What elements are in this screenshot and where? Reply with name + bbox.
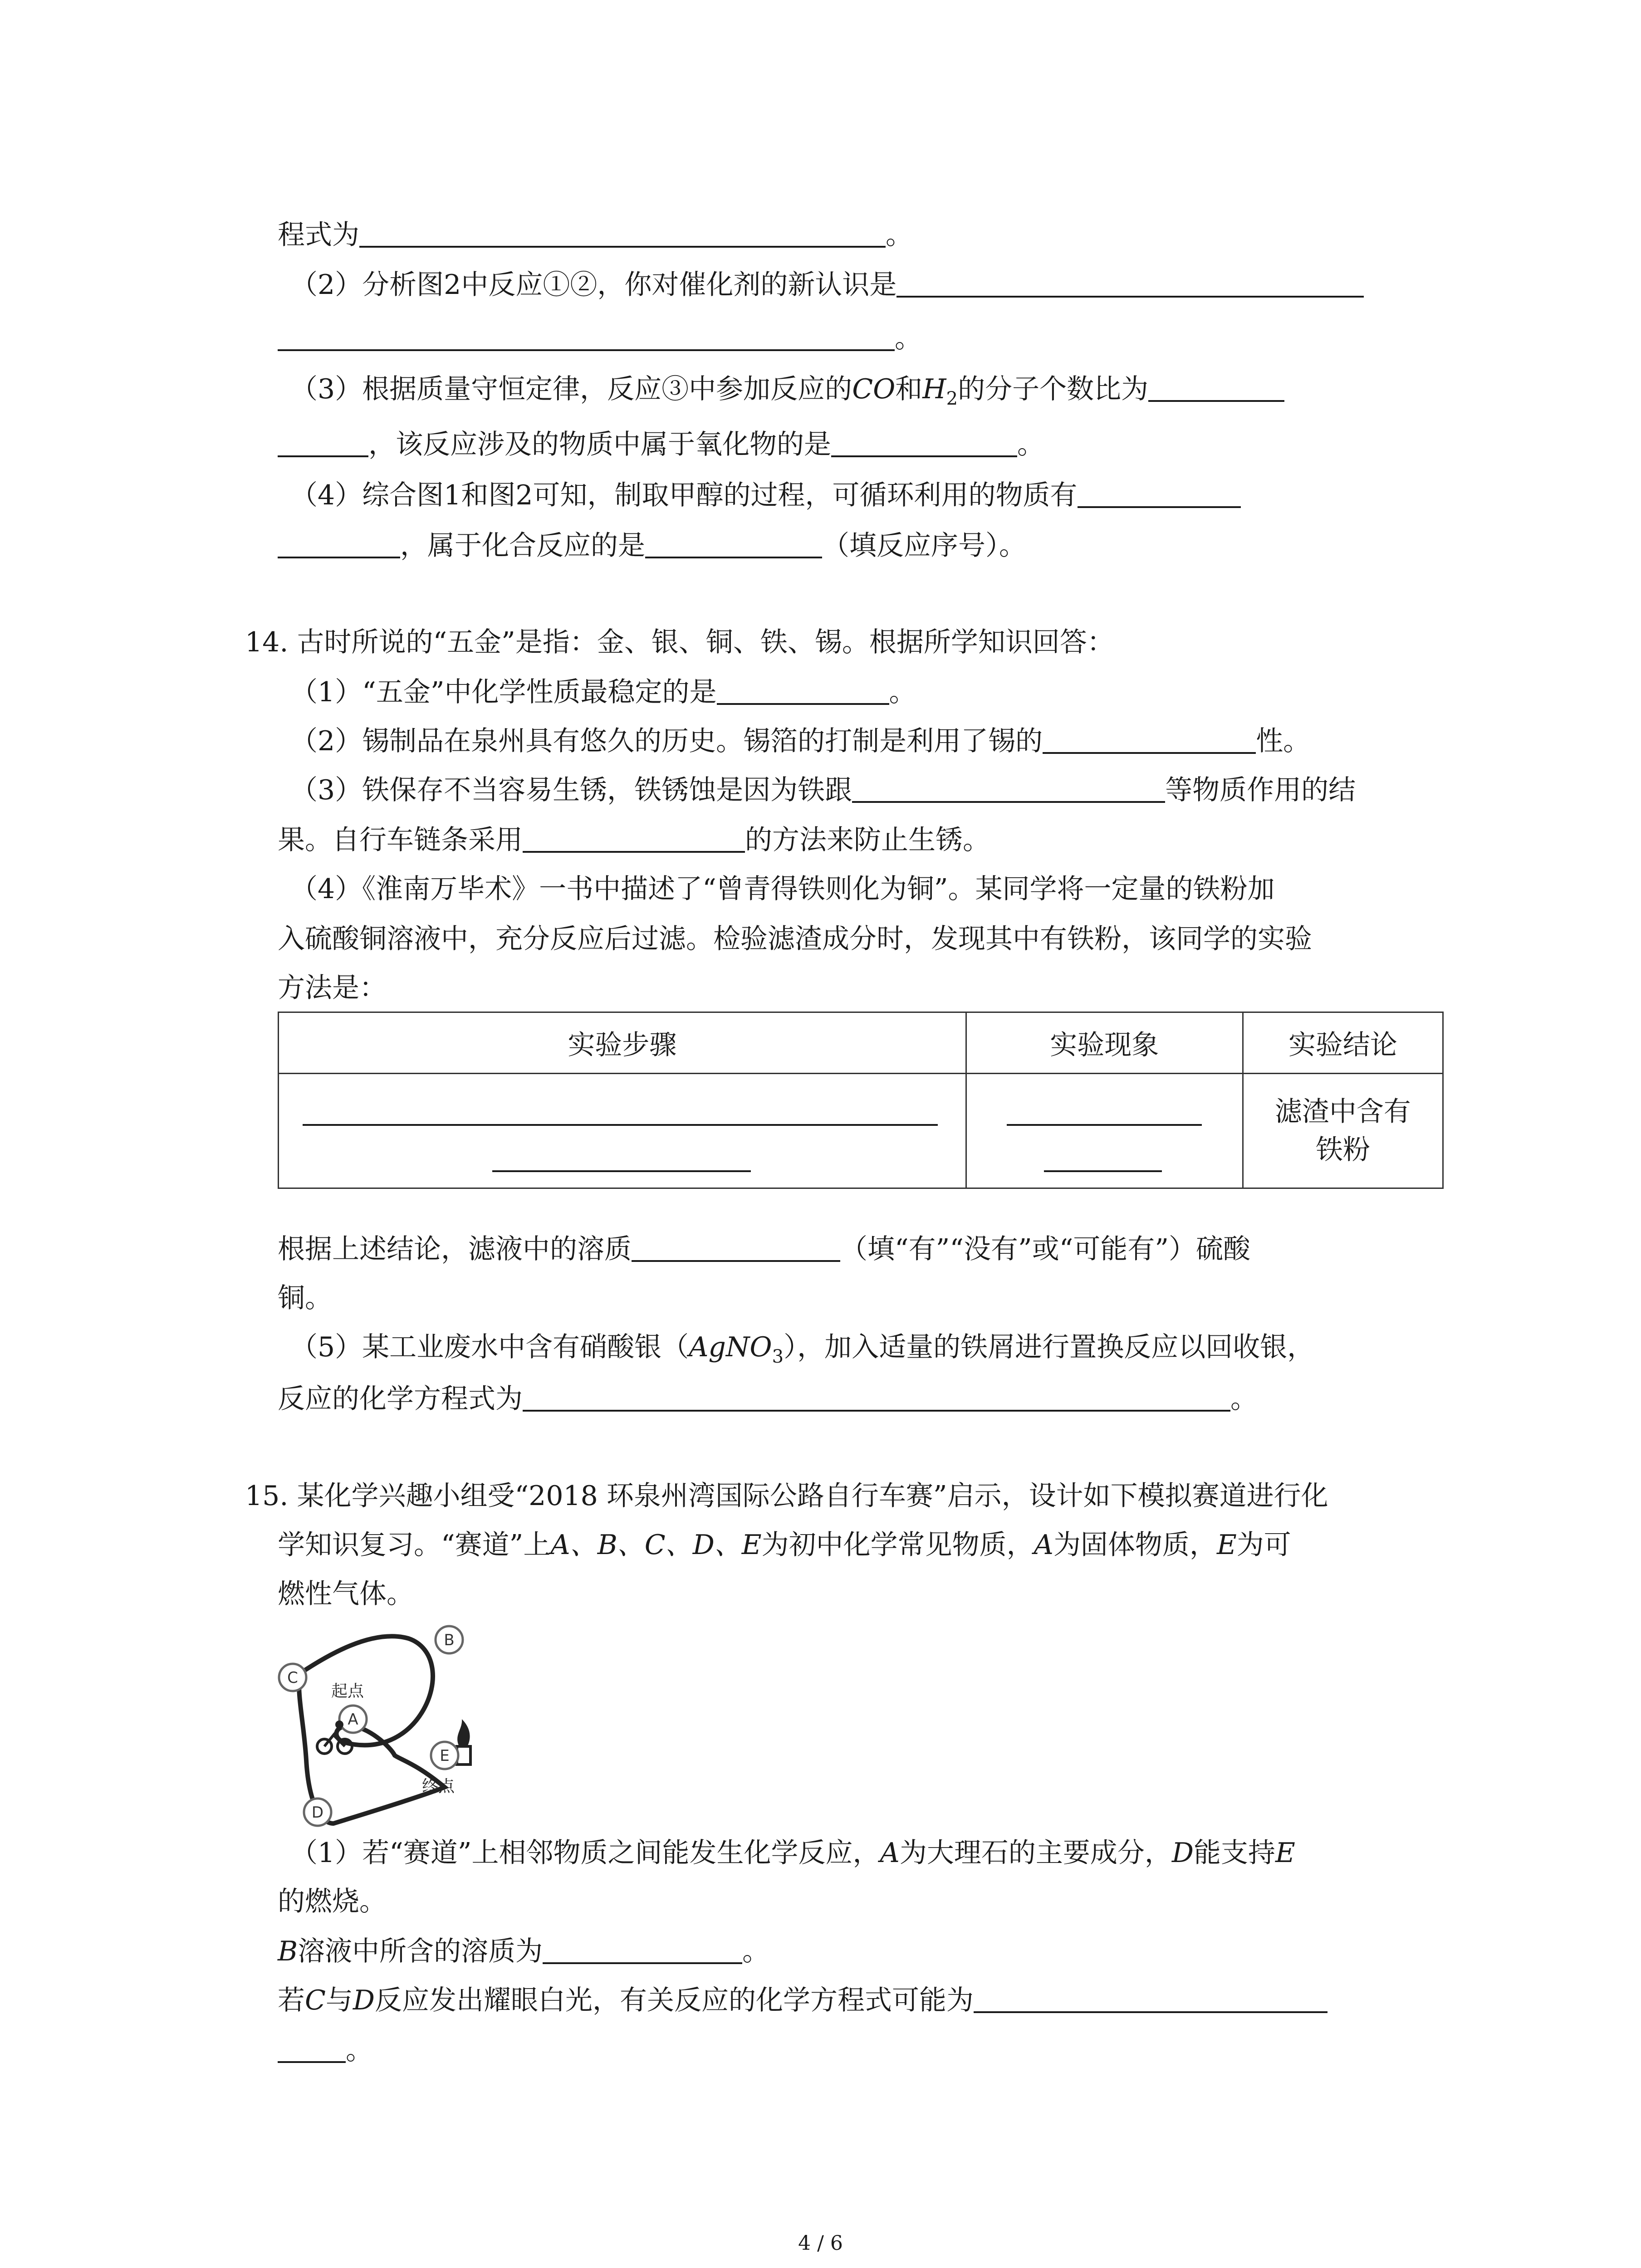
letter-d: D: [353, 1984, 375, 2016]
formula-co: CO: [852, 373, 896, 405]
answer-blank[interactable]: [831, 427, 1017, 457]
text: （1）“五金”中化学性质最稳定的是: [290, 676, 717, 708]
q13-line-4: [290, 371, 1284, 417]
answer-blank[interactable]: [1044, 1170, 1162, 1172]
answer-blank[interactable]: [1078, 478, 1241, 508]
question-text: 14. 古时所说的“五金”是指：金、银、铜、铁、锡。根据所学知识回答：: [245, 626, 1114, 658]
table-header-conclusion: 实验结论: [1243, 1012, 1443, 1074]
page-number: 4 / 6: [798, 2232, 843, 2255]
text: 铜。: [278, 1282, 332, 1314]
answer-blank[interactable]: [278, 2033, 346, 2063]
node-e-label: E: [440, 1747, 450, 1765]
q13-line-7: [278, 528, 1026, 564]
q15-line-5: [278, 1883, 387, 1920]
text: 溶液中所含的溶质为: [298, 1936, 543, 1967]
q14-line-1: [245, 624, 1114, 660]
text: 学知识复习。“赛道”上: [278, 1529, 551, 1561]
answer-blank[interactable]: [492, 1170, 751, 1172]
conclusion-line-1: 滤渣中含有: [1274, 1096, 1411, 1128]
text: （填“有”“没有”或“可能有”）硫酸: [840, 1233, 1251, 1265]
q14-line-5: [278, 822, 990, 858]
text: 。: [346, 2034, 373, 2066]
answer-blank[interactable]: [974, 1983, 1327, 2013]
letter-a: A: [880, 1837, 900, 1869]
text: 和: [895, 373, 923, 405]
table-cell-steps: [279, 1074, 966, 1188]
text: 燃性气体。: [278, 1578, 414, 1610]
text: 反应发出耀眼白光，有关反应的化学方程式可能为: [375, 1984, 974, 2016]
q15-line-3: [278, 1576, 414, 1612]
text: 。: [1230, 1383, 1258, 1415]
q15-line-6: [278, 1933, 769, 1970]
q15-line-1: [245, 1478, 1328, 1514]
answer-blank[interactable]: [1148, 372, 1284, 402]
q13-line-1: [278, 217, 913, 253]
answer-blank[interactable]: [896, 268, 1364, 298]
q14-line-9: [278, 1231, 1250, 1267]
text: 为初中化学常见物质，: [761, 1529, 1034, 1561]
subscript: 2: [946, 388, 958, 409]
start-label: 起点: [331, 1682, 364, 1701]
answer-blank[interactable]: [278, 321, 895, 351]
node-b-label: B: [444, 1631, 455, 1649]
answer-blank[interactable]: [717, 675, 889, 705]
text: 为大理石的主要成分，: [899, 1837, 1172, 1869]
conclusion-line-2: 铁粉: [1315, 1134, 1370, 1166]
text: ，该反应涉及的物质中属于氧化物的是: [368, 429, 831, 460]
answer-blank[interactable]: [543, 1934, 742, 1964]
answer-blank[interactable]: [523, 823, 745, 853]
letter-e: E: [1275, 1837, 1295, 1869]
text: 方法是：: [278, 972, 387, 1004]
q14-line-7: [278, 921, 1312, 957]
formula-h2: H: [922, 373, 946, 405]
table-row: [279, 1074, 1443, 1188]
race-track-figure: [272, 1610, 499, 1828]
text: 。: [742, 1936, 770, 1967]
q14-line-11: [290, 1329, 1314, 1375]
node-d-label: D: [311, 1804, 324, 1822]
text: 反应的化学方程式为: [278, 1383, 523, 1415]
q13-line-3: [278, 320, 922, 357]
experiment-table: [278, 1012, 1444, 1189]
table-header-row: [279, 1012, 1443, 1074]
text: （4）《淮南万毕术》一书中描述了“曾青得铁则化为铜”。某同学将一定量的铁粉加: [290, 873, 1275, 905]
text: （2）锡制品在泉州具有悠久的历史。锡箔的打制是利用了锡的: [290, 725, 1043, 757]
table-header-phenomena: 实验现象: [966, 1012, 1243, 1074]
table-header-steps: 实验步骤: [279, 1012, 966, 1074]
text: 为固体物质，: [1053, 1529, 1217, 1561]
text: 入硫酸铜溶液中，充分反应后过滤。检验滤渣成分时，发现其中有铁粉，该同学的实验: [278, 923, 1312, 955]
end-label: 终点: [422, 1777, 455, 1796]
text: 。: [895, 323, 922, 354]
answer-blank[interactable]: [523, 1382, 1230, 1412]
text: 等物质作用的结: [1165, 774, 1356, 806]
q14-line-10: [278, 1280, 332, 1316]
text: 。: [1017, 429, 1044, 460]
text: 能支持: [1193, 1837, 1275, 1869]
text: 。: [886, 219, 913, 251]
table-cell-phenomena: [966, 1074, 1243, 1188]
text: （1）若“赛道”上相邻物质之间能发生化学反应，: [290, 1837, 880, 1869]
text: 果。自行车链条采用: [278, 824, 523, 856]
text: 性。: [1256, 725, 1311, 757]
letter-e: E: [1216, 1529, 1237, 1561]
text: 为可: [1236, 1529, 1291, 1561]
q15-line-2: [278, 1527, 1291, 1563]
q13-line-6: [290, 477, 1241, 513]
text: 根据上述结论，滤液中的溶质: [278, 1233, 632, 1265]
table-cell-conclusion: [1243, 1074, 1443, 1188]
answer-blank[interactable]: [359, 218, 886, 248]
q14-line-12: [278, 1381, 1258, 1417]
node-c-label: C: [287, 1669, 298, 1687]
text: （填反应序号）。: [822, 530, 1026, 562]
text: 若: [278, 1984, 305, 2016]
text: （2）分析图2中反应①②，你对催化剂的新认识是: [290, 269, 897, 301]
q15-line-8: [278, 2032, 373, 2068]
node-a-label: A: [348, 1711, 358, 1729]
text: ，属于化合反应的是: [400, 530, 645, 562]
text: 程式为: [278, 219, 359, 251]
answer-blank[interactable]: [632, 1232, 840, 1262]
q13-line-2: [290, 267, 1364, 303]
answer-blank[interactable]: [278, 427, 368, 457]
letter-c: C: [305, 1984, 326, 2016]
answer-blank[interactable]: [645, 528, 822, 558]
text: 的燃烧。: [278, 1886, 387, 1917]
q15-line-4: [290, 1835, 1295, 1871]
answer-blank[interactable]: [278, 528, 400, 558]
q14-line-6: [290, 871, 1275, 907]
text: （4）综合图1和图2可知，制取甲醇的过程，可循环利用的物质有: [290, 479, 1078, 511]
letter-d: D: [1171, 1837, 1194, 1869]
text: 的方法来防止生锈。: [745, 824, 990, 856]
answer-blank[interactable]: [852, 773, 1165, 803]
text: （3）根据质量守恒定律，反应③中参加反应的: [290, 373, 852, 405]
subscript: 3: [772, 1346, 784, 1367]
q14-line-4: [290, 772, 1356, 808]
letter-b: B: [278, 1936, 298, 1967]
letter-a: A: [1034, 1529, 1053, 1561]
text: 的分子个数比为: [958, 373, 1149, 405]
q14-line-8: [278, 970, 387, 1006]
letters: A、B、C、D、E: [550, 1529, 762, 1561]
formula-agno3: AgNO: [689, 1331, 772, 1363]
answer-blank[interactable]: [1043, 724, 1256, 754]
text: （3）铁保存不当容易生锈，铁锈蚀是因为铁跟: [290, 774, 852, 806]
answer-blank[interactable]: [303, 1124, 938, 1126]
answer-blank[interactable]: [1007, 1124, 1202, 1126]
q15-line-7: [278, 1982, 1327, 2019]
text: ），加入适量的铁屑进行置换反应以回收银，: [784, 1331, 1315, 1363]
text: 。: [889, 676, 916, 708]
text: 与: [325, 1984, 353, 2016]
question-text: 15. 某化学兴趣小组受“2018 环泉州湾国际公路自行车赛”启示，设计如下模拟赛道进行化: [245, 1480, 1328, 1512]
q14-line-3: [290, 723, 1310, 759]
text: （5）某工业废水中含有硝酸银（: [290, 1331, 689, 1363]
q14-line-2: [290, 674, 916, 710]
q13-line-5: [278, 426, 1044, 463]
